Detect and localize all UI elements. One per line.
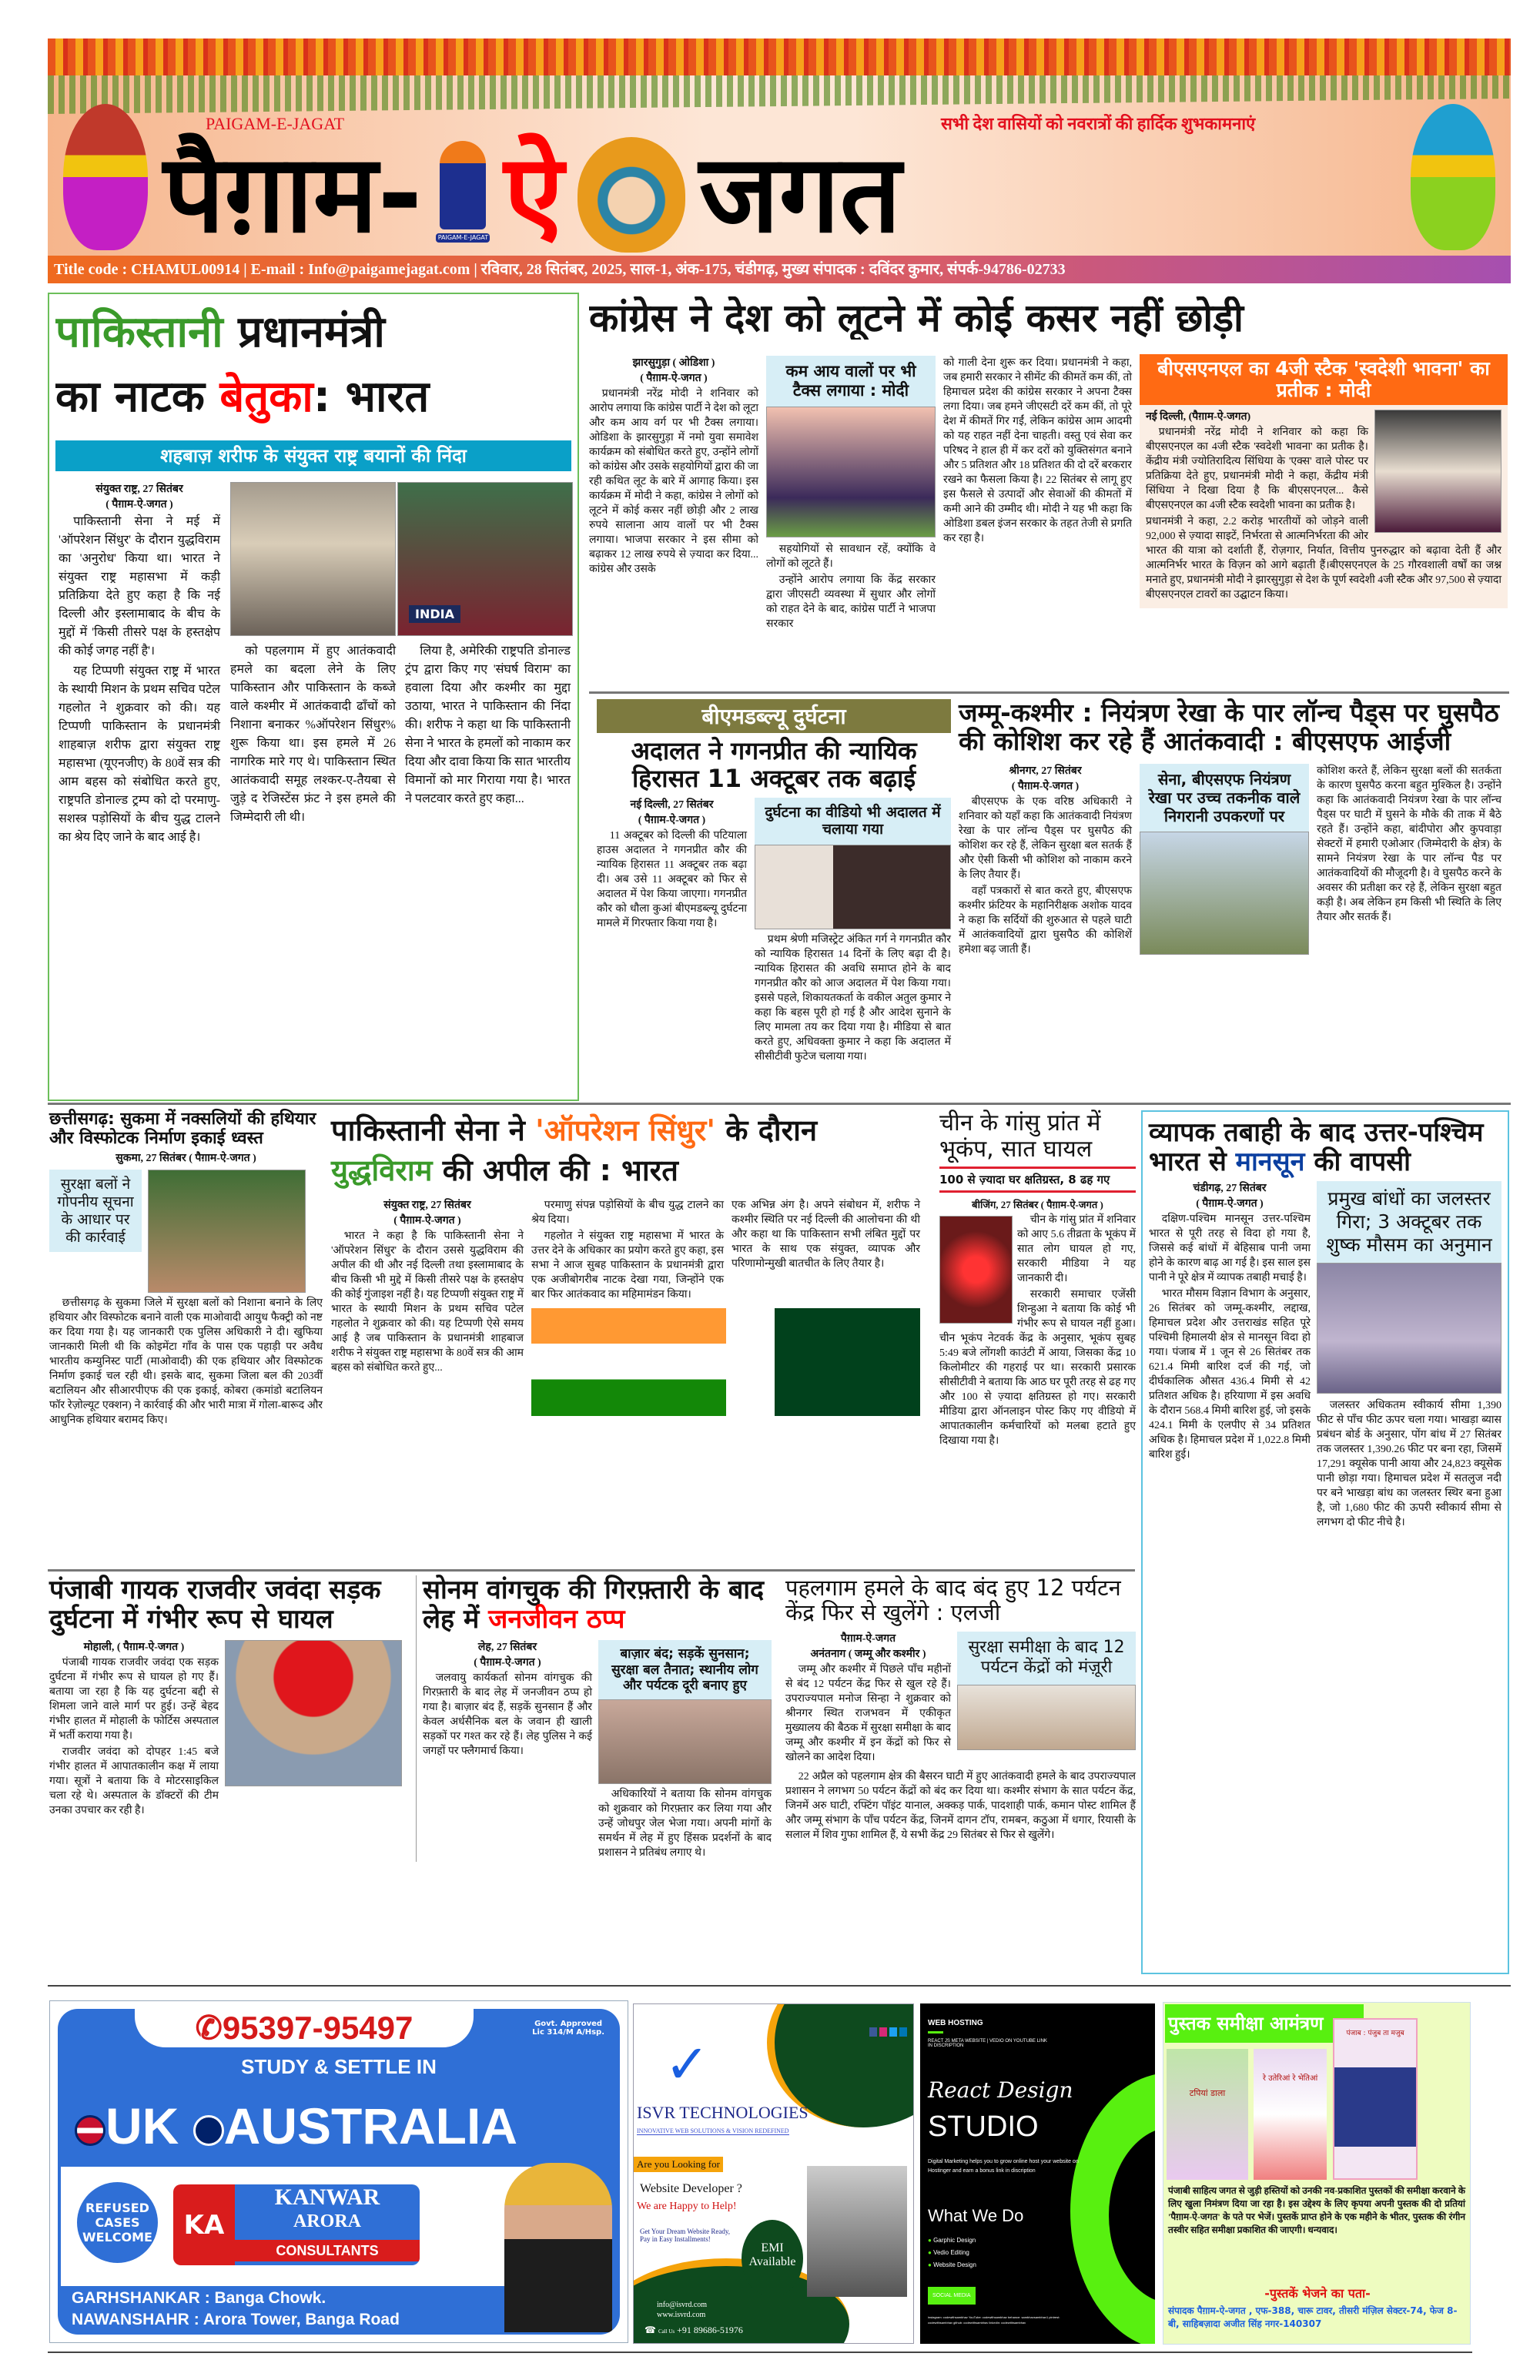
story-sindoor [331, 1110, 928, 1416]
mango-leaves [48, 75, 1511, 114]
garba-dancer-left [63, 104, 148, 250]
dateline: झारसुगुड़ा ( ओडिशा ) [632, 357, 715, 369]
location-city: GARHSHANKAR [72, 2289, 200, 2307]
singer-photo [225, 1640, 402, 1786]
book-cover: रे उतेरिआं रे भेतिआं [1254, 2049, 1327, 2180]
headline-part: प्रधानमंत्री [238, 307, 385, 357]
divider [589, 691, 1509, 694]
pullquote: सुरक्षा समीक्षा के बाद 12 पर्यटन केंद्रों को मंज़ूरी [957, 1632, 1136, 1685]
paragraph: परमाणु संपन्न पड़ोसियों के बीच युद्ध टालने का श्रेय दिया। [531, 1200, 724, 1226]
navratri-greeting: सभी देश वासियों को नवरात्रों की हार्दिक शुभकामनाएं [941, 114, 1256, 133]
check-icon: ● [928, 2261, 932, 2268]
agency: ( पैग़ाम-ऐ-जगत ) [1011, 780, 1080, 792]
phone-icon: ✆ [195, 2010, 223, 2046]
pullquote: कम आय वालों पर भी टैक्स लगाया : मोदी [766, 356, 936, 407]
paragraph: जम्मू और कश्मीर में पिछले पाँच महीनों से बंद 12 पर्यटन केंद्र फिर से खुल रहे हैं। उपराज्यपाल मनोज सिन्हा ने शुक्रवार को श्रीनगर स्थित राजभवन में एकीकृत मुख्यालय की बैठक में सुरक्षा समीक्षा के बाद जम्मू और कश्मीर में इन केंद्रों को फिर से खोलने का आदेश दिया। [785, 1663, 951, 1763]
paragraph: भारत ने कहा है कि पाकिस्तानी सेना ने 'ऑपरेशन सिंधुर' के दौरान उससे युद्धविराम की अपील की थी और नई दिल्ली तथा इस्लामाबाद के बीच किसी भी मुद्दे में किसी तीसरे पक्ष के हस्तक्षेप की कोई गुंजाइश नहीं है। यह टिप्पणी संयुक्त राष्ट्र में भारत के स्थायी मिशन के प्रथम सचिव पटेल गहलोत ने शुक्रवार को की। यह टिप्पणी ऐसे समय आई है जब पाकिस्तान के प्रधानमंत्री शाहबाज शरीफ ने संयुक्त राष्ट्र महासभा के 80वें सत्र की आम बहस को संबोधित करते हुए... [331, 1230, 524, 1374]
ad-react-studio[interactable] [920, 2003, 1155, 2344]
license: Lic 314/M A/Hsp. [532, 2028, 604, 2037]
dateline: अनंतनाग ( जम्मू और कश्मीर ) [810, 1648, 926, 1660]
story-congress [589, 296, 1509, 340]
paragraph: प्रधानमंत्री नरेंद्र मोदी ने शनिवार को कहा कि बीएसएनएल का 4जी स्टैक 'स्वदेशी भावना' का प्रतीक है। केंद्रीय मंत्री ज्योतिरादित्य सिंधिया के 'एक्स' वाले पोस्ट पर प्रतिक्रिया देते हुए, प्रधानमंत्री मोदी ने कहा, केंद्रीय मंत्री सिंधिया ने दिखा दिया है कि बीएसएनएल... कैसे बीएसएनएल का 4जी स्टैक स्वदेशी भावना का प्रतीक है। [1146, 427, 1368, 511]
paragraph: को गाली देना शुरू कर दिया। प्रधानमंत्री ने कहा, जब हमारी सरकार ने सीमेंट की कीमतें कम कीं, तो हिमाचल प्रदेश की कांग्रेस सरकार ने अपना टैक्स लगा दिया। जब हमने जीएसटी दरें कम कीं, तो पूरे देश में कीमतें गिर गईं, लेकिन कांग्रेस आम आदमी को यह राहत नहीं देना चाहती। वस्तु एवं सेवा कर परिषद ने हाल ही में कर दरों को युक्तिसंगत बनाने और 5 प्रतिशत और 18 प्रतिशत की दो दरें बरकरार रखने का फैसला किया है। 22 सितंबर से लागू हुए इस फैसले से उत्पादों और सेवाओं की कीमतों में कमी आने की उम्मीद थी। मोदी ने यह भी कहा कि ओडिशा डबल इंजन सरकार के तहत तेजी से प्रगति कर रहा है। [943, 357, 1132, 544]
paragraph: यह टिप्पणी संयुक्त राष्ट्र में भारत के स्थायी मिशन के प्रथम सचिव पटेल गहलोत ने शुक्रवार को की। यह टिप्पणी पाकिस्तान के प्रधानमंत्री शाहबाज़ शरीफ द्वारा संयुक्त राष्ट्र महासभा (यूएनजीए) के 80वें सत्र की आम बहस को संबोधित करते हुए, राष्ट्रपति डोनाल्ड ट्रम्प को दो परमाणु-सशस्त्र पड़ोसियों के बीच युद्ध टालने का श्रेय दिए जाने के बाद आई है। [59, 664, 220, 844]
bsf-soldiers-photo [1140, 832, 1309, 955]
uk-flag-icon [75, 2115, 105, 2146]
paragraph: 11 अक्टूबर को दिल्ली की पटियाला हाउस अदालत ने गगनप्रीत कौर की न्यायिक हिरासत 11 अक्टूबर तक बढ़ा दी। अब उसे 11 अक्टूबर को फिर से अदालत में पेश किया जाएगा। गगनप्रीत कौर को धौला कुआं बीएमडब्ल्यू दुर्घटना मामले में गिरफ्तार किया गया है। [597, 829, 747, 929]
headline: जम्मू-कश्मीर : नियंत्रण रेखा के पार लॉन्च पैड्स पर घुसपैठ की कोशिश कर रहे हैं आतंकवादी : बीएसएफ आईजी [959, 698, 1499, 756]
ad-book-review[interactable] [1163, 2002, 1471, 2345]
ad-desc: Digital Marketing helps you to grow online host your website on Hostinger and earn a bonus link in discription [928, 2159, 1079, 2174]
headline-part: 'ऑपरेशन सिंधुर' [535, 1113, 715, 1147]
check-icon: ● [928, 2249, 932, 2256]
dateline: नई दिल्ली, 27 सितंबर [630, 798, 714, 811]
headline: पंजाबी गायक राजवीर जवंदा सड़क दुर्घटना में गंभीर रूप से घायल [49, 1575, 381, 1635]
dateline: बीजिंग, 27 सितंबर ( पैग़ाम-ऐ-जगत ) [972, 1199, 1103, 1211]
divider [48, 1569, 1135, 1572]
paragraph: दक्षिण-पश्चिम मानसून उत्तर-पश्चिम भारत से पूरी तरह से विदा हो गया है, जिससे कई बांधों में बेहिसाब पानी जमा होने के कारण बाढ़ आ गई है। इस साल इस पानी ने पूरे क्षेत्र में व्यापक तबाही मचाई है। [1149, 1213, 1311, 1284]
ad-script: React Design [928, 2077, 1073, 2103]
brand-arora: ARORA [293, 2211, 361, 2231]
location-city: NAWANSHAHR [72, 2311, 189, 2328]
pullquote: सुरक्षा बलों ने गोपनीय सूचना के आधार पर की कार्रवाई [49, 1170, 142, 1252]
location-address: : Arora Tower, Banga Road [193, 2311, 400, 2328]
story-sukma [49, 1110, 323, 1429]
paragraph: बीएसएफ के एक वरिष्ठ अधिकारी ने शनिवार को यहाँ कहा कि आतंकवादी नियंत्रण रेखा के पार लॉन्च पैड्स पर घुसपैठ की कोशिश कर रहे हैं, लेकिन सुरक्षा बल सतर्क हैं और ऐसी किसी भी कोशिश को नाकाम करने के लिए तैयार हैं। [959, 795, 1132, 881]
paragraph: प्रधानमंत्री ने कहा, 2.2 करोड़ भारतीयों को जोड़ने वाली 92,000 से ज़्यादा साइटें, निर्भरता से आत्मनिर्भरता की ओर भारत की यात्रा को दर्शाती हैं, रोज़गार, निर्यात, वित्तीय पुनरुद्धार को बढ़ावा देती हैं और आत्मनिर्भर भारत के विज़न को आगे बढ़ाती हैं।बीएसएनएल के 25 गौरवशाली वर्षों का जश्न मनाते हुए, प्रधानमंत्री मोदी ने झारसुगुड़ा से देश के पूर्ण स्वदेशी 4जी स्टैक और 97,500 से ज़्यादा बीएसएनएल टावरों का उद्घाटन किया। [1146, 516, 1502, 601]
pullquote: सेना, बीएसएफ नियंत्रण रेखा पर उच्च तकनीक वाले निगरानी उपकरणों पर [1140, 764, 1309, 832]
agency: ( पैग़ाम-ऐ-जगत ) [640, 373, 708, 384]
story-monsoon [1141, 1110, 1509, 1974]
ad-socials: instagram: codewithsambhav YouTube: codewithsambhav behance: sambhavsambhav1 pintrest: codewithsambhav github: codewithsambhav linkedin: codewithsambhav [928, 2315, 1060, 2325]
headline-part: व्यापक तबाही के बाद उत्तर-पश्चिम भारत से [1149, 1117, 1484, 1178]
story-bmw [597, 699, 951, 1066]
laptop-image [807, 2166, 907, 2297]
dateline: संयुक्त राष्ट्र, 27 सितंबर [95, 484, 183, 495]
paragraph: चीन के गांसु प्रांत में शनिवार को आए 5.6 तीव्रता के भूकंप में सात लोग घायल हो गए, सरकारी मीडिया ने यह जानकारी दी। [1017, 1214, 1136, 1285]
paragraph: कोशिश करते हैं, लेकिन सुरक्षा बलों की सतर्कता के कारण घुसपैठ करना बहुत मुश्किल है। उन्होंने कहा कि आतंकवादी नियंत्रण रेखा के पार लॉन्च पैड्स पर घाटी में घुसने के मौके की ताक में बैठे रहते हैं। उन्होंने कहा, बांदीपोरा और कुपवाड़ा सेक्टरों में हमारी एओआर (जिम्मेदारी के क्षेत्र) के सामने नियंत्रण रेखा के पार लॉन्च पैड पर आतंकवादियों की मौजूदगी है। वे घुसपैठ करने के अवसर की प्रतीक्षा कर रहे हैं, लेकिन सुरक्षा बहुत कड़ी है। अब लेकिन हम किसी भी स्थिति के लिए तैयार और सतर्क हैं। [1317, 765, 1502, 923]
ad-email: info@isvrd.com [657, 2301, 708, 2309]
service: Website Design [933, 2261, 976, 2268]
book-cover: टपियां डाला [1167, 2049, 1248, 2180]
pakistan-flag-icon [726, 1308, 921, 1416]
ka-logo: KA [173, 2184, 235, 2265]
masthead [48, 38, 1511, 256]
paragraph: जलवायु कार्यकर्ता सोनम वांगचुक की गिरफ़्तारी के बाद लेह में जनजीवन ठप्प हो गया है। बाज़ार बंद हैं, सड़कें सुनसान हैं और केवल अर्धसैनिक बल के जवान ही खाली सड़कों पर गश्त कर रहे हैं। लेह पुलिस ने कई जगहों पर फ्लैगमार्च किया। [423, 1672, 592, 1758]
headline-part: जनजीवन ठप्प [488, 1604, 625, 1635]
dateline: मोहाली, ( पैग़ाम-ऐ-जगत ) [83, 1642, 185, 1654]
paragraph: गहलोत ने संयुक्त राष्ट्र महासभा में भारत के उत्तर देने के अधिकार का प्रयोग करते हुए कहा, इस सभा ने आज सुबह पाकिस्तान के प्रधानमंत्री द्वारा एक अजीबोगरीब नाटक देखा गया, जिन्होंने एक बार फिर आतंकवाद का महिमामंडन किया। [531, 1230, 724, 1300]
accident-photo [755, 845, 951, 929]
dateline: चंडीगढ़, 27 सितंबर [1193, 1183, 1267, 1195]
dateline: सुकमा, 27 सितंबर ( पैग़ाम-ऐ-जगत ) [116, 1153, 256, 1165]
call-label: Call Us [658, 2328, 675, 2335]
pullquote: प्रमुख बांधों का जलस्तर गिरा; 3 अक्टूबर तक शुष्क मौसम का अनुमान [1317, 1181, 1502, 1263]
headline-part: युद्धविराम [331, 1153, 433, 1187]
book-cover: पंजाब : पंजुब ता मजुब [1333, 2018, 1418, 2180]
company-name: ISVR TECHNOLOGIES [637, 2103, 808, 2122]
agency: ( पैग़ाम-ऐ-जगत ) [638, 814, 706, 826]
agency: ( पैग़ाम-ऐ-जगत ) [105, 499, 173, 510]
dateline: पैग़ाम-ऐ-जगत [840, 1632, 896, 1645]
address-title: -पुस्तकें भेजने का पता- [1264, 2286, 1371, 2301]
ad-isvr[interactable] [633, 2003, 914, 2344]
paragraph: 22 अप्रैल को पहलगाम क्षेत्र की बैसरन घाटी में हुए आतंकवादी हमले के बाद उपराज्यपाल प्रशासन ने लगभग 50 पर्यटन केंद्रों को बंद कर दिया था। कश्मीर संभाग के सात पर्यटन केंद्र, जिनमें अरु घाटी, रफ्टिंग पॉइंट यानाल, अक्कड़ पार्क, पादशाही पार्क, कमान पोस्ट शामिल हैं और जम्मू संभाग के पाँच पर्यटन केंद्र, जिनमें दागन टॉप, रामबन, कठुआ में धगार, रियासी के सलाल में शिव गुफा शामिल हैं, ये सभी केंद्र 29 सितंबर से फिर से खुलेंगे। [785, 1770, 1136, 1841]
paragraph: को पहलगाम में हुए आतंकवादी हमले का बदला लेने के लिए पाकिस्तान और पाकिस्तान के कब्जे वाले कश्मीर में आतंकवादी ढाँचों को निशाना बनाकर %ऑपरेशन सिंधुर% शुरू किया था। इस हमले में 26 नागरिक मारे गए थे। पाकिस्तान स्थित आतंकवादी समूह लश्कर-ए-तैयबा से जुड़े द रेजिस्टेंस फ्रंट ने इस हमले की जिम्मेदारी ली थी। [230, 644, 396, 824]
headline: बीएसएनएल का 4जी स्टैक 'स्वदेशी भावना' का प्रतीक : मोदी [1140, 354, 1508, 405]
ad-sub: REACT JS META WEBSITE | VEDIO ON YOUTUBE LINK IN DISCRIPTION [928, 2039, 1047, 2048]
leh-street-photo [598, 1699, 772, 1784]
paragraph: अधिकारियों ने बताया कि सोनम वांगचुक को शुक्रवार को गिरफ़्तार कर लिया गया और उन्हें जोधपुर जेल भेजा गया। अपनी मांगों के समर्थन में लेह में हुए हिंसक प्रदर्शनों के बाद प्रशासन ने प्रतिबंध लगाए थे। [598, 1789, 772, 1859]
paragraph: सहयोगियों से सावधान रहें, क्योंकि वे लोगों को लूटते हैं। [766, 544, 936, 571]
checkmark-icon: ✓ [665, 2036, 710, 2095]
paragraph: भारत मौसम विज्ञान विभाग के अनुसार, 26 सितंबर को जम्मू-कश्मीर, लद्दाख, हिमाचल प्रदेश और उत्तराखंड सहित पूरे पश्चिमी हिमालयी क्षेत्र से मानसून विदा हो गया। पंजाब में 1 जून से 26 सितंबर तक 621.4 मिमी बारिश दर्ज की गई, जो दीर्घकालिक औसत 436.4 मिमी से 42 प्रतिशत अधिक है। हरियाणा में इस अवधि के दौरान 568.4 मिमी बारिश हुई, जो इसके 424.1 मिमी के एलपीए से 34 प्रतिशत अधिक है। हिमाचल प्रदेश में 1,022.8 मिमी बारिश हुई। [1149, 1288, 1311, 1461]
pullquote: दुर्घटना का वीडियो भी अदालत में चलाया गया [755, 798, 951, 845]
headline-part: पाकिस्तानी [55, 307, 223, 357]
headline: चीन के गांसु प्रांत में भूकंप, सात घायल [939, 1110, 1101, 1163]
headline-part: पाकिस्तानी सेना ने [331, 1113, 525, 1147]
country-australia: AUSTRALIA [223, 2097, 517, 2154]
gahlot-photo [397, 482, 573, 636]
ad-title: पुस्तक समीक्षा आमंत्रण [1165, 2004, 1364, 2043]
dateline: लेह, 27 सितंबर [477, 1642, 537, 1654]
masthead-title [163, 132, 902, 256]
headline-part: दौरान [758, 1113, 818, 1147]
story-pak-pm [48, 293, 579, 1101]
pullquote: बाज़ार बंद; सड़कें सुनसान; सुरक्षा बल तैनात; स्थानीय लोग और पर्यटक दूरी बनाए हुए [598, 1640, 772, 1699]
brand-kanwar: KANWAR [274, 2184, 380, 2210]
service: Garphic Design [933, 2237, 976, 2244]
ad-offer: Get Your Dream Website Ready, Pay in Easy Installments! [640, 2228, 731, 2243]
story-bsnl [1140, 354, 1508, 608]
social-media-button[interactable]: SOCIAL MEDIA [928, 2287, 976, 2305]
paragraph: राजवीर जवंदा को दोपहर 1:45 बजे गंभीर हालत में आपातकालीन कक्ष में लाया गया। सूत्रों ने बताया कि वे मोटरसाइकिल चला रहे थे। अस्पताल के डॉक्टरों की टीम उनका उपचार कर रही है। [49, 1746, 219, 1817]
paragraph: जलस्तर अधिकतम स्वीकार्य सीमा 1,390 फीट से पाँच फीट ऊपर चला गया। भाखड़ा ब्यास प्रबंधन बोर्ड के अनुसार, पोंग बांध में 27 सितंबर तक जलस्तर 1,390.26 फीट पर बना रहा, जिसमें 17,291 क्यूसेक पानी आया और 24,823 क्यूसेक पानी छोड़ा गया। हिमाचल प्रदेश में सतलुज नदी पर बने भाखड़ा बांध का जलस्तर स्थिर बना हुआ है, जो 1,680 फीट की ऊपरी स्वीकार्य सीमा से लगभग दो फीट नीचे है। [1317, 1400, 1502, 1529]
headline-part: : भारत [313, 372, 430, 422]
ad-tagline: STUDY & SETTLE IN [241, 2055, 437, 2078]
english-name: PAIGAM-E-JAGAT [206, 114, 345, 133]
story-sonam [416, 1575, 778, 1862]
india-flag-icon [531, 1308, 726, 1416]
dateline: श्रीनगर, 27 सितंबर [1009, 765, 1082, 777]
garba-dancer-right [1411, 104, 1495, 250]
headline: छत्तीसगढ़: सुकमा में नक्सलियों की हथियार और विस्फोटक निर्माण इकाई ध्वस्त [49, 1110, 316, 1148]
modi-photo [766, 407, 936, 537]
divider [48, 1103, 1511, 1105]
emblem-text: PAIGAM-E-JAGAT [436, 233, 490, 243]
check-icon: ● [928, 2237, 932, 2244]
headline-part: की अपील की : भारत [442, 1153, 678, 1187]
story-singer [49, 1575, 407, 1819]
rain-photo [1317, 1263, 1502, 1394]
social-icons [869, 2027, 907, 2037]
australia-flag-icon [193, 2115, 224, 2146]
company-tagline: INNOVATIVE WEB SOLUTIONS & VISION REDEFINED [637, 2127, 789, 2134]
paragraph: प्रथम श्रेणी मजिस्ट्रेट अंकित गर्ग ने गगनप्रीत कौर को न्यायिक हिरासत 14 दिनों के लिए बढ़ा दी है। न्यायिक हिरासत की अवधि समाप्त होने के बाद गगनप्रीत कौर को आज अदालत में पेश किया गया। इससे पहले, शिकायतकर्ता के वकील अतुल कुमार ने कहा कि बहस पूरी हो गई है और आदेश सुनाने के लिए मामला तय कर दिया गया है। मीडिया से बात करते हुए, अधिवक्ता कुमार ने कहा कि अदालत में सीसीटीवी फुटेज चलाया गया। [755, 934, 951, 1063]
paragraph: पंजाबी गायक राजवीर जवंदा एक सड़क दुर्घटना में गंभीर रूप से घायल हो गए हैं। बताया जा रहा है कि यह दुर्घटना बद्दी से शिमला जाने वाले मार्ग पर हुई। उन्हें बेहद गंभीर हालत में मोहाली के फोर्टिस अस्पताल में भर्ती कराया गया है। [49, 1657, 219, 1742]
ad-question: Are you Looking for [634, 2157, 723, 2172]
story-china [939, 1110, 1136, 1450]
divider [48, 2352, 1472, 2353]
durga-face-image [578, 137, 685, 253]
story-tourism [785, 1575, 1136, 1844]
headline: पहलगाम हमले के बाद बंद हुए 12 पर्यटन केंद्र फिर से खुलेंगे : एलजी [785, 1575, 1121, 1626]
paragraph: वहाँ पत्रकारों से बात करते हुए, बीएसएफ कश्मीर फ्रंटियर के महानिरीक्षक अशोक यादव ने कहा कि सर्दियों की शुरुआत से पहले घाटी में आतंकवादियों द्वारा घुसपैठ की कोशिशें हमेशा बढ़ जाती हैं। [959, 885, 1132, 956]
headline-part: सोनम वांगचुक की गिरफ़्तारी के बाद लेह में [423, 1575, 765, 1635]
paragraph: छत्तीसगढ़ के सुकमा जिले में सुरक्षा बलों को निशाना बनाने के लिए हथियार और विस्फोटक बनाने वाली एक माओवादी आयुध फैक्ट्री को नष्ट कर दिया गया है। यह जानकारी एक पुलिस अधिकारी ने दी। खुफिया जानकारी मिली थी कि कोइमेंटा गाँव के पास एक पहाड़ी पर अवैध भारतीय कम्युनिस्ट पार्टी (माओवादी) की एक हथियार और विस्फोटक निर्माण इकाई चल रही थी। इसके बाद, सुकमा जिला बल की 203वीं बटालियन और सीआरपीएफ की एक इकाई, कोबरा (कमांडो बटालियन फॉर रेज़ोल्यूट एक्शन) ने कार्रवाई की और भारी मात्रा में गोला-बारूद और आधुनिक हथियार बरामद किए। [49, 1297, 323, 1427]
agency: ( पैग़ाम-ऐ-जगत ) [393, 1215, 461, 1227]
emi-badge: EMI Available [742, 2220, 803, 2297]
headline-part: बेतुका [219, 372, 313, 422]
paragraph: सरकारी समाचार एजेंसी शिन्हुआ ने बताया कि कोई भी गंभीर रूप से घायल नहीं हुआ। चीन भूकंप नेटवर्क केंद्र के अनुसार, भूकंप सुबह 5:49 बजे लोंगशी काउंटी में आया, जिसका केंद्र 10 किलोमीटर की गहराई पर था। सरकारी प्रसारक सीसीटीवी ने बताया कि आठ घर पूरी तरह से ढह गए और 100 से ज़्यादा क्षतिग्रस्त हो गए। सरकारी मीडिया द्वारा ऑनलाइन पोस्ट किए गए वीडियो में आपातकालीन कर्मचारियों को मलबा हटाते हुए दिखाया गया है। [939, 1289, 1136, 1448]
subhead-bar: शहबाज़ शरीफ के संयुक्त राष्ट्र बयानों की निंदा [55, 440, 571, 471]
seismograph-image [939, 1216, 1013, 1324]
info-bar: Title code : CHAMUL00914 | E-mail : Info@paigamejagat.com | रविवार, 28 सितंबर, 2025, साल-1, अंक-175, चंडीगढ़, मुख्य संपादक : दविंदर कुमार, संपर्क-94786-02733 [48, 256, 1511, 283]
agency: ( पैग़ाम-ऐ-जगत ) [1196, 1198, 1264, 1210]
refused-cases-badge: REFUSED CASES WELCOME [77, 2182, 158, 2263]
flags-image [531, 1308, 920, 1416]
title-jagat: जगत [698, 132, 902, 256]
brand-consultants: CONSULTANTS [235, 2240, 420, 2261]
govt-approved: Govt. Approved [534, 2020, 603, 2028]
dateline: नई दिल्ली, (पैग़ाम-ऐ-जगत) [1146, 411, 1251, 423]
india-nameplate: INDIA [409, 605, 460, 623]
agency: ( पैग़ाम-ऐ-जगत ) [474, 1657, 541, 1669]
title-paigam: पैग़ाम- [163, 132, 423, 256]
headline-part: का नाटक [55, 372, 205, 422]
headline-part: की वापसी [1314, 1146, 1411, 1178]
ad-what: What We Do [928, 2206, 1024, 2225]
ad-phone: 95397-95497 [222, 2010, 413, 2046]
paragraph: पाकिस्तानी सेना ने मई में 'ऑपरेशन सिंधुर' के दौरान युद्धविराम का 'अनुरोध' किया था। भारत ने संयुक्त राष्ट्र महासभा में कड़ी प्रतिक्रिया देते हुए कहा है कि नई दिल्ली और इस्लामाबाद के बीच के मुद्दों में 'किसी तीसरे पक्ष के हस्तक्षेप की कोई जगह नहीं है'। [59, 515, 220, 658]
mailing-address: संपादक पैग़ाम-ऐ-जगत , एफ-388, चारू टावर, तीसरी मंज़िल सेक्टर-74, फेज 8-बी, साहिबज़ादा अजीत सिंह नगर-140307 [1168, 2305, 1458, 2329]
subhead: 100 से ज़्यादा घर क्षतिग्रस्त, 8 ढह गए [939, 1167, 1136, 1193]
ad-body: पंजाबी साहित्य जगत से जुड़ी हस्तियों को उनकी नव-प्रकाशित पुस्तकों की समीक्षा करवाने के लिए खुला निमंत्रण दिया जा रहा है। इस उद्देश्य के लिए कृपया अपनी पुस्तक की दो प्रतियां 'पैग़ाम-ऐ-जगत' के पते पर भेजें। पुस्तकें प्राप्त होने के एक महीने के भीतर, पुस्तक की रंगीन तस्वीर सहित समीक्षा प्रकाशित की जाएगी। धन्यवाद। [1168, 2185, 1465, 2235]
headline: अदालत ने गगनप्रीत की न्यायिक हिरासत 11 अक्टूबर तक बढ़ाई [631, 736, 917, 793]
security-forces-photo [148, 1170, 306, 1293]
ad-kicker: WEB HOSTING [928, 2019, 983, 2027]
country-uk: UK [105, 2097, 179, 2154]
headline-part: मानसून [1235, 1146, 1305, 1178]
paragraph: प्रधानमंत्री नरेंद्र मोदी ने शनिवार को आरोप लगाया कि कांग्रेस पार्टी ने देश को लूटा और कम आय वर्ग पर भी टैक्स लगाया। ओडिशा के झारसुगुड़ा में नमो युवा समावेश कार्यक्रम को संबोधित करते हुए, उन्होंने लोगों को कांग्रेस और उसके सहयोगियों द्वारा की जा रही कथित लूट के बारे में आगाह किया। इस कार्यक्रम में मोदी ने कहा, कांग्रेस ने लोगों को लूटने में कोई कसर नहीं छोड़ी और 2 लाख रुपये सालाना आय वालों पर भी टैक्स लगाया। भाजपा सरकार ने इस सीमा को बढ़ाकर 12 लाख रुपये से ज़्यादा कर दिया... कांग्रेस और उसके [589, 388, 759, 575]
paragraph: लिया है, अमेरिकी राष्ट्रपति डोनाल्ड ट्रंप द्वारा किए गए 'संघर्ष विराम' का हवाला दिया और कश्मीर का मुद्दा उठाया, भारत ने पाकिस्तान की निंदा की। शरीफ ने कहा था कि पाकिस्तानी सेना ने भारत के हमलों को नाकाम कर दिया और दावा किया कि सात भारतीय विमानों को मार गिराया गया है। भारत ने पलटवार करते हुए कहा... [405, 644, 571, 805]
paragraph: उन्होंने आरोप लगाया कि केंद्र सरकार द्वारा जीएसटी व्यवस्था में सुधार और लोगों को राहत देने के बाद, कांग्रेस पार्टी ने भाजपा सरकार [766, 574, 936, 631]
headline: कांग्रेस ने देश को लूटने में कोई कसर नहीं छोड़ी [589, 296, 1244, 340]
ad-studio: STUDIO [928, 2111, 1039, 2143]
service: Vedio Editing [933, 2249, 969, 2256]
marigold-garland [48, 38, 1511, 75]
title-ae: ऐ [504, 132, 564, 256]
ad-kanwar-arora[interactable] [49, 2000, 628, 2343]
ad-help: We are Happy to Help! [637, 2201, 737, 2212]
ad-question2: Website Developer ? [640, 2182, 742, 2195]
consultant-photo [504, 2163, 612, 2332]
phone-icon: ☎ [644, 2325, 656, 2335]
ad-web: www.isvrd.com [657, 2311, 706, 2319]
sharif-photo [230, 482, 396, 636]
modi-photo [1374, 410, 1502, 533]
lg-sinha-photo [957, 1685, 1136, 1750]
torch-emblem-icon [436, 141, 490, 249]
story-jk [959, 699, 1509, 959]
location-address: : Banga Chowk. [204, 2289, 326, 2307]
dateline: संयुक्त राष्ट्र, 27 सितंबर [383, 1200, 471, 1211]
divider [48, 1985, 1511, 1987]
paragraph: एक अभिन्न अंग है। अपने संबोधन में, शरीफ ने कश्मीर स्थिति पर नई दिल्ली की आलोचना की थी और कहा था कि पाकिस्तान सभी लंबित मुद्दों पर भारत के साथ एक संयुक्त, व्यापक और परिणामोन्मुखी बातचीत के लिए तैयार है। [732, 1200, 920, 1270]
headline-part: के [725, 1113, 748, 1147]
kicker: बीएमडब्ल्यू दुर्घटना [597, 699, 951, 733]
ad-phone: +91 89686-51976 [677, 2325, 743, 2335]
